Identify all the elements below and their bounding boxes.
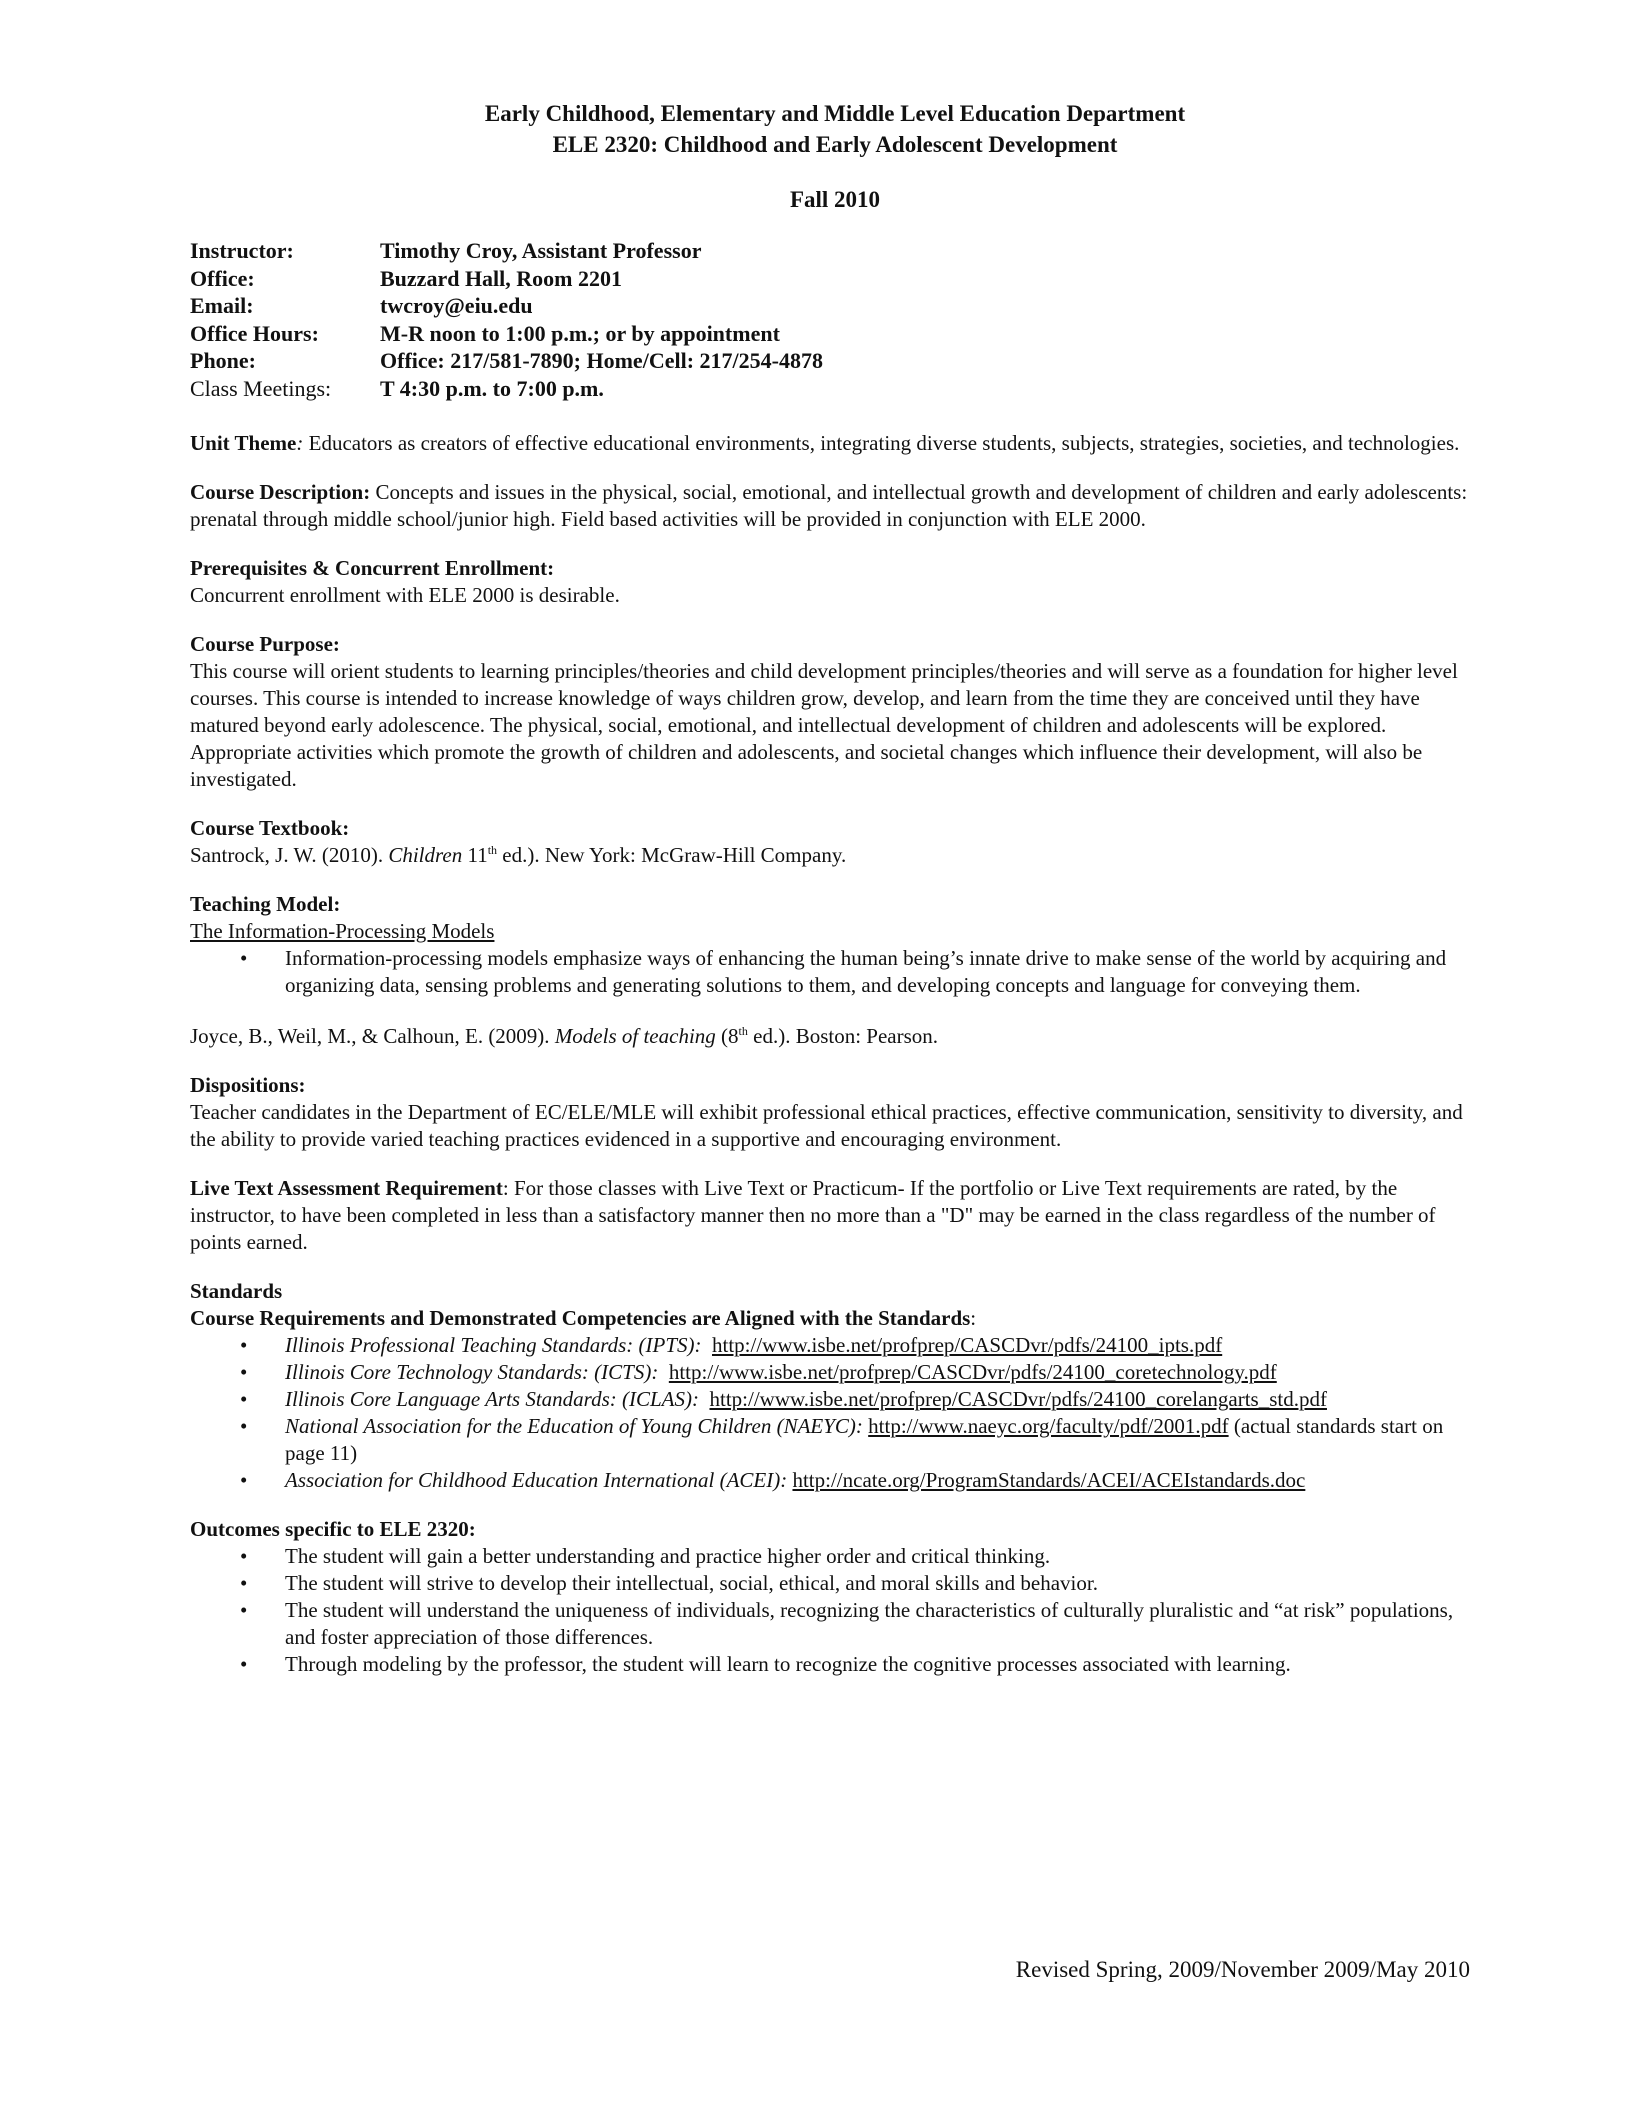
department-title: Early Childhood, Elementary and Middle Level Education Department: [484, 101, 1186, 126]
course-description-label: Course Description:: [190, 480, 371, 504]
standard-link[interactable]: http://www.naeyc.org/faculty/pdf/2001.pdf: [868, 1414, 1229, 1438]
standard-name: Illinois Professional Teaching Standards: (IPTS):: [285, 1333, 702, 1357]
prerequisites-label: Prerequisites & Concurrent Enrollment:: [190, 556, 555, 580]
textbook-author: Santrock, J. W. (2010).: [190, 843, 389, 867]
textbook-publisher: ed.). New York: McGraw-Hill Company.: [497, 843, 847, 867]
bullet-icon: •: [240, 1468, 248, 1492]
teaching-model-citation: [190, 1023, 1480, 1050]
course-description-text: Concepts and issues in the physical, social, emotional, and intellectual growth and development of children and early adolescents: prenatal through middle school/junior high. Field based activities will be provided in conjunction with ELE 2000.: [190, 480, 1468, 531]
instructor-info: [190, 237, 1480, 402]
list-item: [240, 1332, 1480, 1359]
bullet-icon: •: [240, 1652, 248, 1676]
standards-section: [190, 1278, 1480, 1494]
standard-name: Illinois Core Language Arts Standards: (ICLAS):: [285, 1387, 699, 1411]
prerequisites-section: [190, 555, 1480, 609]
info-row-office-hours: [190, 320, 1480, 348]
course-purpose-text: This course will orient students to learning principles/theories and child development principles/theories and will serve as a foundation for higher level courses. This course is intended to increase knowledge of ways children grow, develop, and learn from the time they are conceived until they have matured beyond early adolescence. The physical, social, emotional, and intellectual development of children and adolescents will be explored. Appropriate activities which promote the growth of children and adolescents, and societal changes which influence their development, will also be investigated.: [190, 659, 1458, 791]
info-label: Office:: [190, 265, 255, 291]
list-item: [240, 945, 1480, 999]
bullet-icon: •: [240, 1571, 248, 1595]
livetext-section: [190, 1175, 1480, 1256]
bullet-icon: •: [240, 1414, 248, 1438]
unit-theme-section: [190, 430, 1480, 457]
course-purpose-label: Course Purpose:: [190, 632, 340, 656]
info-label: Office Hours:: [190, 320, 319, 346]
list-item: [240, 1467, 1480, 1494]
course-purpose-section: [190, 631, 1480, 793]
info-value: T 4:30 p.m. to 7:00 p.m.: [380, 375, 604, 401]
syllabus-content: [190, 98, 1480, 1678]
textbook-citation: [190, 842, 1480, 869]
bullet-icon: •: [240, 1333, 248, 1357]
standard-name: Association for Childhood Education International (ACEI):: [285, 1468, 788, 1492]
textbook-label: Course Textbook:: [190, 816, 350, 840]
standard-link[interactable]: http://www.isbe.net/profprep/CASCDvr/pdfs/24100_ipts.pdf: [712, 1333, 1223, 1357]
standard-link[interactable]: http://www.isbe.net/profprep/CASCDvr/pdfs/24100_coretechnology.pdf: [668, 1360, 1277, 1384]
info-value: Timothy Croy, Assistant Professor: [380, 238, 702, 263]
unit-theme-label: Unit Theme: [190, 431, 297, 455]
livetext-label: Live Text Assessment Requirement: [190, 1176, 503, 1200]
list-item: [240, 1543, 1480, 1570]
citation-authors: Joyce, B., Weil, M., & Calhoun, E. (2009).: [190, 1024, 555, 1048]
info-value: Buzzard Hall, Room 2201: [380, 265, 622, 291]
info-value: M-R noon to 1:00 p.m.; or by appointment: [380, 320, 780, 346]
revision-footer: Revised Spring, 2009/November 2009/May 2010: [1015, 1957, 1470, 1982]
standards-sublabel-line: [190, 1305, 1480, 1332]
textbook-edition: 11: [462, 843, 488, 867]
teaching-model-label: Teaching Model:: [190, 892, 341, 916]
dispositions-section: [190, 1072, 1480, 1153]
list-item: [240, 1359, 1480, 1386]
standards-list: [190, 1332, 1480, 1494]
list-item: [240, 1651, 1480, 1678]
standard-link[interactable]: http://www.isbe.net/profprep/CASCDvr/pdfs/24100_corelangarts_std.pdf: [709, 1387, 1327, 1411]
dispositions-label: Dispositions:: [190, 1073, 306, 1097]
unit-theme-text: Educators as creators of effective educational environments, integrating diverse students, subjects, strategies, societies, and technologies.: [303, 431, 1460, 455]
list-item: [240, 1386, 1480, 1413]
info-row-instructor: [190, 237, 1480, 265]
standards-sublabel: Course Requirements and Demonstrated Competencies are Aligned with the Standards: [190, 1306, 971, 1330]
bullet-icon: •: [240, 1360, 248, 1384]
list-item: [240, 1413, 1480, 1467]
standards-label: Standards: [190, 1279, 283, 1303]
standards-sublabel-colon: :: [970, 1306, 977, 1330]
dispositions-text: Teacher candidates in the Department of EC/ELE/MLE will exhibit professional ethical practices, effective communication, sensitivity to diversity, and the ability to provide varied teaching practices evidenced in a supportive and encouraging environment.: [190, 1100, 1463, 1151]
info-label: Instructor:: [190, 238, 294, 263]
livetext-text: : For those classes with Live Text or Practicum- If the portfolio or Live Text requirements are rated, by the instructor, to have been completed in less than a satisfactory manner then no more than a "D" may be earned in the class regardless of the number of points earned.: [190, 1176, 1436, 1254]
info-row-class-meetings: [190, 375, 1480, 403]
teaching-model-subhead: The Information-Processing Models: [190, 919, 495, 943]
bullet-icon: •: [240, 1598, 248, 1622]
citation-title: Models of teaching: [554, 1024, 716, 1048]
course-description-section: [190, 479, 1480, 533]
textbook-section: [190, 815, 1480, 869]
teaching-model-section: [190, 891, 1480, 1050]
term-title: Fall 2010: [789, 187, 881, 212]
info-row-office: [190, 265, 1480, 293]
standard-name: National Association for the Education of Young Children (NAEYC):: [285, 1414, 863, 1438]
citation-edition: (8: [715, 1024, 739, 1048]
info-row-phone: [190, 347, 1480, 375]
bullet-icon: •: [240, 1544, 248, 1568]
unit-theme-colon: :: [296, 431, 304, 455]
bullet-icon: •: [240, 946, 248, 970]
standard-name: Illinois Core Technology Standards: (ICTS):: [285, 1360, 659, 1384]
info-label: Email:: [190, 293, 254, 318]
outcome-text: The student will gain a better understanding and practice higher order and critical thinking.: [285, 1544, 1051, 1568]
teaching-model-list: [190, 945, 1480, 999]
outcome-text: The student will strive to develop their intellectual, social, ethical, and moral skills and behavior.: [285, 1571, 1098, 1595]
textbook-edition-sup: th: [487, 843, 498, 857]
outcomes-section: [190, 1516, 1480, 1678]
outcome-text: The student will understand the uniqueness of individuals, recognizing the characteristics of culturally pluralistic and “at risk” populations, and foster appreciation of those differences.: [285, 1598, 1454, 1649]
textbook-title: Children: [388, 843, 463, 867]
teaching-model-bullet-text: Information-processing models emphasize ways of enhancing the human being’s innate drive to make sense of the world by acquiring and organizing data, sensing problems and generating solutions to them, and developing concepts and language for conveying them.: [285, 946, 1447, 997]
prerequisites-text: Concurrent enrollment with ELE 2000 is desirable.: [190, 583, 620, 607]
citation-edition-sup: th: [738, 1024, 748, 1038]
info-row-email: [190, 292, 1480, 320]
info-value: twcroy@eiu.edu: [380, 293, 533, 318]
course-title: ELE 2320: Childhood and Early Adolescent Development: [552, 132, 1118, 157]
outcomes-list: [190, 1543, 1480, 1678]
list-item: [240, 1597, 1480, 1651]
outcomes-label: Outcomes specific to ELE 2320:: [190, 1517, 476, 1541]
standard-extra: (actual standards start on page 11): [285, 1414, 1444, 1465]
citation-publisher: ed.). Boston: Pearson.: [747, 1024, 939, 1048]
standard-link[interactable]: http://ncate.org/ProgramStandards/ACEI/ACEIstandards.doc: [792, 1468, 1306, 1492]
info-label: Phone:: [190, 348, 256, 373]
list-item: [240, 1570, 1480, 1597]
info-value: Office: 217/581-7890; Home/Cell: 217/254-4878: [380, 348, 823, 373]
outcome-text: Through modeling by the professor, the student will learn to recognize the cognitive processes associated with learning.: [285, 1652, 1291, 1676]
bullet-icon: •: [240, 1387, 248, 1411]
info-label: Class Meetings:: [190, 375, 332, 401]
